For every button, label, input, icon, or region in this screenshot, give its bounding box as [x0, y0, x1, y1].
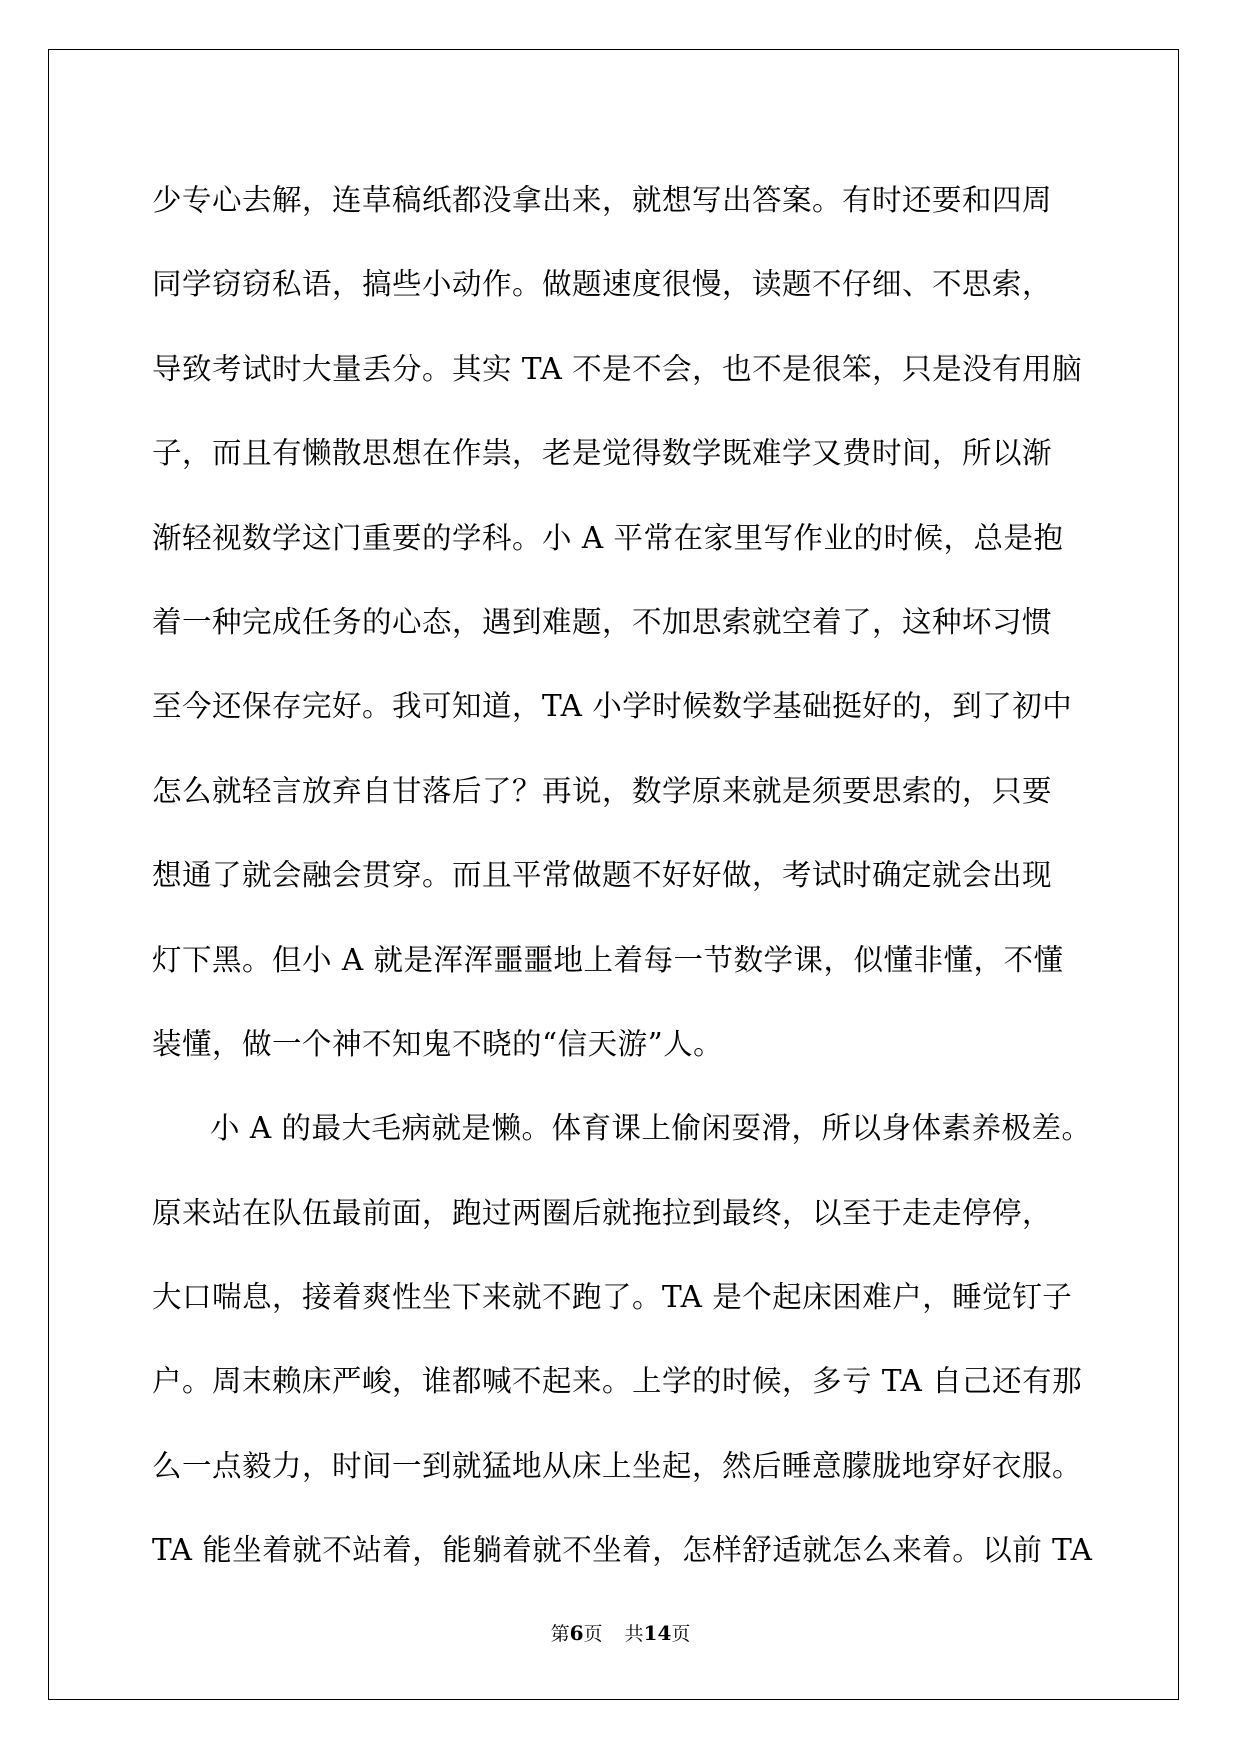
text-line: 大口喘息，接着爽性坐下来就不跑了。TA 是个起床困难户，睡觉钉子: [152, 1280, 1073, 1315]
text-line: 着一种完成任务的心态，遇到难题，不加思索就空着了，这种坏习惯: [152, 604, 1053, 639]
footer-total-prefix: 共: [624, 1623, 644, 1645]
footer-total-suffix: 页: [671, 1623, 691, 1645]
text-line: 少专心去解，连草稿纸都没拿出来，就想写出答案。有时还要和四周: [152, 183, 1053, 217]
text-line: 灯下黑。但小 A 就是浑浑噩噩地上着每一节数学课，似懂非懂，不懂: [152, 942, 1064, 977]
document-body: [152, 158, 1092, 1593]
paragraph-start-line: 小 A 的最大毛病就是懒。体育课上偷闲耍滑，所以身体素养极差。: [210, 1111, 1092, 1146]
text-line: 同学窃窃私语，搞些小动作。做题速度很慢，读题不仔细、不思索，: [152, 267, 1053, 302]
text-line: TA 能坐着就不站着，能躺着就不坐着，怎样舒适就怎么来着。以前 TA: [152, 1533, 1093, 1568]
text-line: 户。周末赖床严峻，谁都喊不起来。上学的时候，多亏 TA 自己还有那: [152, 1364, 1083, 1399]
footer-prefix: 第: [550, 1623, 570, 1645]
text-line: 子，而且有懒散思想在作祟，老是觉得数学既难学又费时间，所以渐: [152, 436, 1053, 471]
text-line: 渐轻视数学这门重要的学科。小 A 平常在家里写作业的时候，总是抱: [152, 520, 1064, 555]
text-line: 怎么就轻言放弃自甘落后了？再说，数学原来就是须要思索的，只要: [152, 773, 1053, 808]
footer-page-suffix: 页: [583, 1623, 603, 1645]
text-line: 想通了就会融会贯穿。而且平常做题不好好做，考试时确定就会出现: [152, 858, 1053, 893]
text-line: 至今还保存完好。我可知道，TA 小学时候数学基础挺好的，到了初中: [152, 689, 1073, 724]
text-line: 装懂，做一个神不知鬼不晓的“信天游”人。: [152, 1026, 724, 1061]
page-number-footer: [0, 1621, 1241, 1646]
text-line: 原来站在队伍最前面，跑过两圈后就拖拉到最终，以至于走走停停，: [152, 1195, 1053, 1230]
total-pages-number: 14: [643, 1621, 672, 1645]
text-line: 导致考试时大量丢分。其实 TA 不是不会，也不是很笨，只是没有用脑: [152, 351, 1083, 386]
current-page-number: 6: [569, 1621, 584, 1645]
text-line: 么一点毅力，时间一到就猛地从床上坐起，然后睡意朦胧地穿好衣服。: [152, 1448, 1083, 1483]
